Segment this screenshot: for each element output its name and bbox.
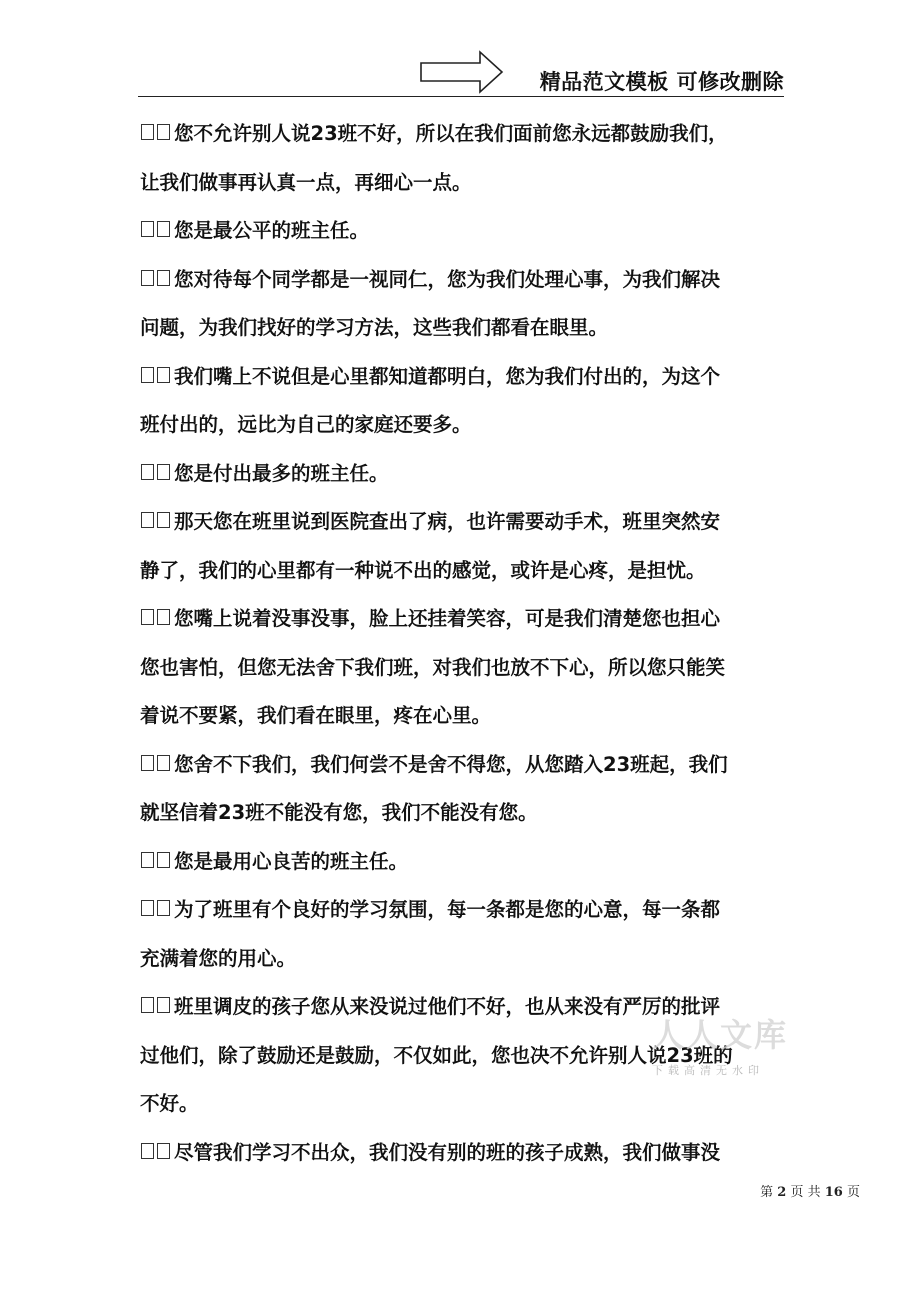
paragraph-line bbox=[140, 644, 780, 693]
line-text: 不好。 bbox=[140, 1092, 199, 1115]
line-text: 班付出的，远比为自己的家庭还要多。 bbox=[140, 413, 472, 436]
paragraph-line bbox=[140, 304, 780, 353]
line-text: 您不允许别人说23班不好，所以在我们面前您永远都鼓励我们， bbox=[174, 122, 728, 145]
paragraph-line bbox=[140, 1129, 780, 1178]
paragraph-line bbox=[140, 983, 780, 1032]
missing-glyph-indent-icon bbox=[140, 754, 174, 774]
paragraph-line bbox=[140, 838, 780, 887]
paragraph-line bbox=[140, 789, 780, 838]
paragraph-line bbox=[140, 595, 780, 644]
line-text: 您也害怕，但您无法舍下我们班，对我们也放不下心，所以您只能笑 bbox=[140, 655, 726, 679]
paragraph-line bbox=[140, 886, 780, 935]
footer-middle: 页 共 bbox=[790, 1185, 821, 1200]
paragraph-line bbox=[140, 110, 780, 159]
line-text: 您是最公平的班主任。 bbox=[174, 219, 370, 242]
missing-glyph-indent-icon bbox=[140, 899, 174, 919]
missing-glyph-indent-icon bbox=[140, 996, 174, 1016]
missing-glyph-indent-icon bbox=[140, 511, 174, 531]
missing-glyph-indent-icon bbox=[140, 1142, 174, 1162]
paragraph-line bbox=[140, 498, 780, 547]
paragraph-line bbox=[140, 207, 780, 256]
page-header bbox=[138, 50, 784, 98]
footer-prefix: 第 bbox=[760, 1185, 774, 1200]
paragraph-line bbox=[140, 256, 780, 305]
footer-page-number: 2 bbox=[777, 1185, 787, 1200]
paragraph-line bbox=[140, 547, 780, 596]
page-footer bbox=[760, 1181, 860, 1200]
missing-glyph-indent-icon bbox=[140, 463, 174, 483]
watermark-subtitle: 下载高清无水印 bbox=[652, 1064, 764, 1077]
line-text: 您对待每个同学都是一视同仁，您为我们处理心事，为我们解决 bbox=[174, 267, 721, 291]
header-divider bbox=[138, 96, 784, 97]
line-text: 着说不要紧，我们看在眼里，疼在心里。 bbox=[140, 704, 492, 727]
line-text: 静了，我们的心里都有一种说不出的感觉，或许是心疼，是担忧。 bbox=[140, 558, 706, 582]
line-text: 您舍不下我们，我们何尝不是舍不得您，从您踏入23班起，我们 bbox=[174, 752, 728, 776]
line-text: 充满着您的用心。 bbox=[140, 946, 297, 970]
watermark-title: 人人文库 bbox=[652, 1016, 789, 1054]
paragraph-line bbox=[140, 1032, 780, 1081]
paragraph-line bbox=[140, 450, 780, 499]
footer-suffix: 页 bbox=[846, 1185, 860, 1200]
line-text: 就坚信着23班不能没有您，我们不能没有您。 bbox=[140, 801, 538, 824]
line-text: 您是付出最多的班主任。 bbox=[174, 461, 389, 485]
paragraph-line bbox=[140, 159, 780, 208]
paragraph-line bbox=[140, 935, 780, 984]
line-text: 为了班里有个良好的学习氛围，每一条都是您的心意，每一条都 bbox=[174, 898, 721, 921]
missing-glyph-indent-icon bbox=[140, 220, 174, 240]
line-text: 您嘴上说着没事没事，脸上还挂着笑容，可是我们清楚您也担心 bbox=[174, 607, 721, 630]
line-text: 那天您在班里说到医院查出了病，也许需要动手术，班里突然安 bbox=[174, 510, 721, 533]
paragraph-line bbox=[140, 1080, 780, 1129]
line-text: 问题，为我们找好的学习方法，这些我们都看在眼里。 bbox=[140, 316, 609, 339]
line-text: 您是最用心良苦的班主任。 bbox=[174, 849, 409, 873]
missing-glyph-indent-icon bbox=[140, 608, 174, 628]
right-arrow-outline-icon bbox=[420, 50, 504, 94]
footer-total-pages: 16 bbox=[824, 1185, 843, 1200]
document-body bbox=[140, 110, 780, 1177]
line-text: 让我们做事再认真一点，再细心一点。 bbox=[140, 170, 472, 194]
missing-glyph-indent-icon bbox=[140, 366, 174, 386]
missing-glyph-indent-icon bbox=[140, 123, 174, 143]
paragraph-line bbox=[140, 692, 780, 741]
line-text: 我们嘴上不说但是心里都知道都明白，您为我们付出的，为这个 bbox=[174, 364, 721, 388]
missing-glyph-indent-icon bbox=[140, 269, 174, 289]
line-text: 尽管我们学习不出众，我们没有别的班的孩子成熟，我们做事没 bbox=[174, 1140, 721, 1164]
line-text: 过他们，除了鼓励还是鼓励，不仅如此，您也决不允许别人说23班的 bbox=[140, 1043, 733, 1067]
paragraph-line bbox=[140, 401, 780, 450]
header-title: 精品范文模板 可修改删除 bbox=[539, 70, 784, 94]
paragraph-line bbox=[140, 353, 780, 402]
line-text: 班里调皮的孩子您从来没说过他们不好，也从来没有严厉的批评 bbox=[174, 995, 721, 1018]
missing-glyph-indent-icon bbox=[140, 851, 174, 871]
paragraph-line bbox=[140, 741, 780, 790]
